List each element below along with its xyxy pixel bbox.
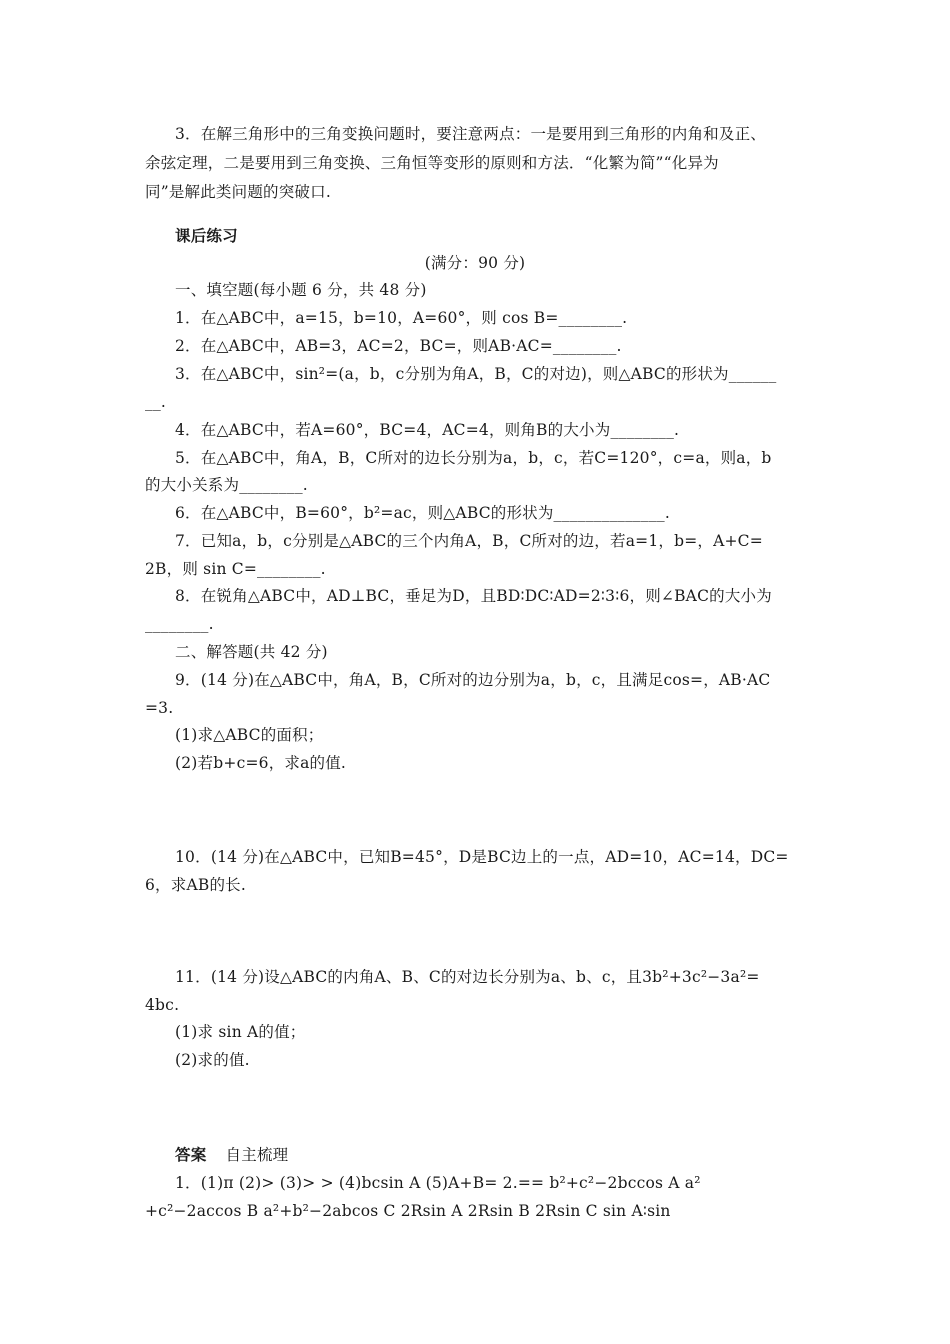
answer-subtitle: 自主梳理 — [225, 1146, 289, 1164]
question-1: 1．在△ABC中，a=15，b=10，A=60°，则 cos B=________. — [175, 309, 628, 327]
question-9-part-2: (2)若b+c=6，求a的值. — [175, 754, 347, 772]
section-title: 课后练习 — [175, 226, 238, 245]
question-9-line-1: 9．(14 分)在△ABC中，角A，B，C所对的边分别为a，b，c，且满足cos=，AB·AC — [175, 671, 771, 689]
note3-line-2: 余弦定理，二是要用到三角变换、三角恒等变形的原则和方法．“化繁为简”“化异为 — [145, 154, 719, 172]
question-9-part-1: (1)求△ABC的面积； — [175, 726, 324, 744]
question-3-line-1: 3．在△ABC中，sin²=(a，b，c分别为角A，B，C的对边)，则△ABC的形状为______ — [175, 365, 777, 383]
question-5-line-2: 的大小关系为________. — [145, 476, 308, 494]
question-7-line-1: 7．已知a，b，c分别是△ABC的三个内角A，B，C所对的边，若a=1，b=，A+C= — [175, 532, 763, 550]
answer-title: 答案 — [175, 1145, 207, 1164]
question-11-part-2: (2)求的值. — [175, 1051, 250, 1069]
question-11-part-1: (1)求 sin A的值； — [175, 1023, 306, 1041]
question-4: 4．在△ABC中，若A=60°，BC=4，AC=4，则角B的大小为________. — [175, 421, 680, 439]
question-8-line-1: 8．在锐角△ABC中，AD⊥BC，垂足为D，且BD∶DC∶AD=2∶3∶6，则∠BAC的大小为 — [175, 587, 772, 605]
question-10-line-1: 10．(14 分)在△ABC中，已知B=45°，D是BC边上的一点，AD=10，AC=14，DC= — [175, 848, 789, 866]
note3-line-3: 同”是解此类问题的突破口. — [145, 183, 331, 201]
question-2: 2．在△ABC中，AB=3，AC=2，BC=，则AB·AC=________. — [175, 337, 622, 355]
question-10-line-2: 6，求AB的长. — [145, 876, 246, 894]
question-6: 6．在△ABC中，B=60°，b²=ac，则△ABC的形状为______________. — [175, 504, 670, 522]
note3-line-1: 3．在解三角形中的三角变换问题时，要注意两点：一是要用到三角形的内角和及正、 — [175, 125, 766, 143]
answer-heading — [175, 1145, 805, 1165]
question-8-line-2: ________. — [145, 615, 214, 633]
part2-title: 二、解答题(共 42 分) — [175, 643, 328, 661]
question-11-line-2: 4bc. — [145, 996, 180, 1014]
question-3-line-2: __. — [145, 393, 167, 411]
question-11-line-1: 11．(14 分)设△ABC的内角A、B、C的对边长分别为a、b、c，且3b²+3c²−3a²= — [175, 968, 760, 986]
answer-line-2: +c²−2accos B a²+b²−2abcos C 2Rsin A 2Rsin B 2Rsin C sin A∶sin — [145, 1202, 671, 1220]
question-9-line-2: =3. — [145, 699, 174, 717]
part1-title: 一、填空题(每小题 6 分，共 48 分) — [175, 281, 427, 299]
answer-line-1: 1．(1)π (2)> (3)> > (4)bcsin A (5)A+B= 2.== b²+c²−2bccos A a² — [175, 1174, 701, 1192]
question-5-line-1: 5．在△ABC中，角A，B，C所对的边长分别为a，b，c，若C=120°，c=a，则a，b — [175, 449, 772, 467]
question-7-line-2: 2B，则 sin C=________. — [145, 560, 326, 578]
score-note: (满分：90 分) — [424, 254, 526, 272]
